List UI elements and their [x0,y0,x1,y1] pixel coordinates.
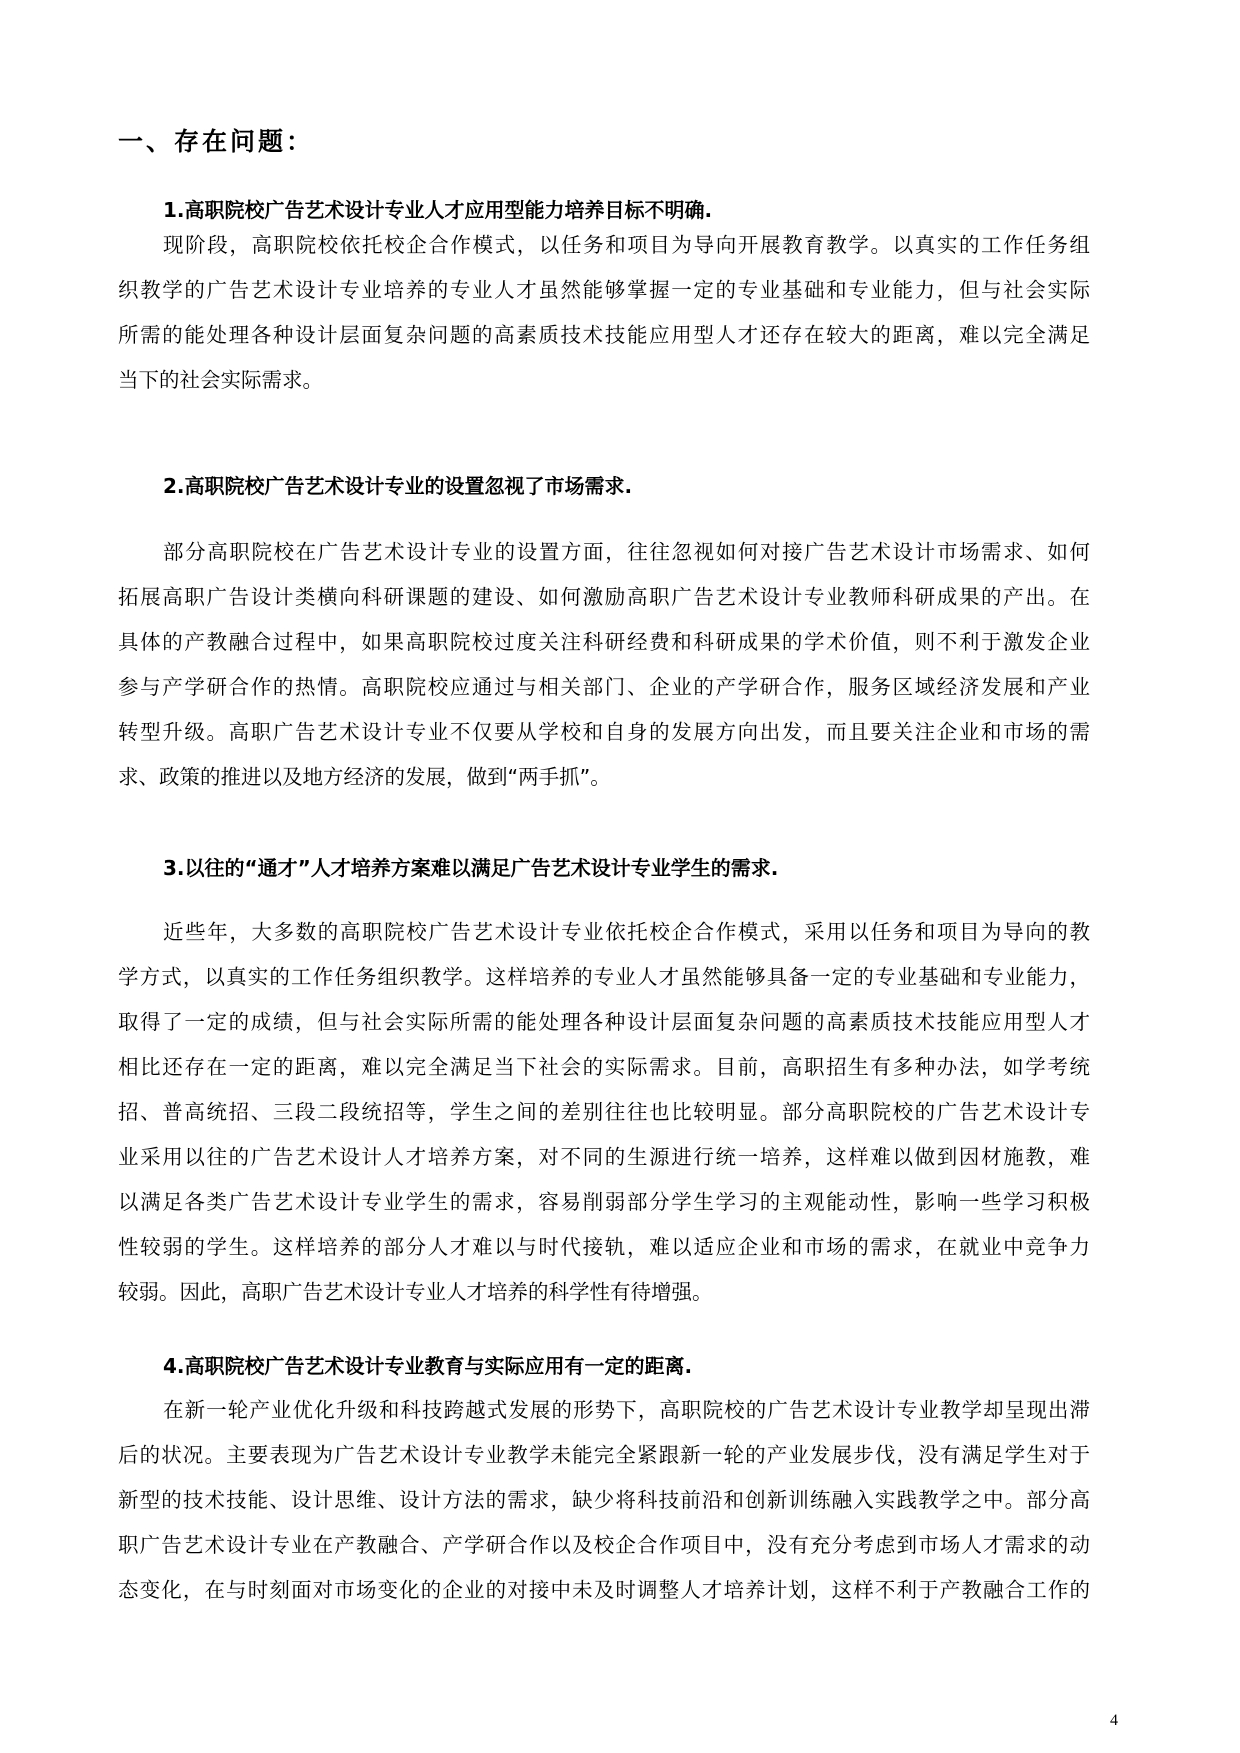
paragraph-line: 所需的能处理各种设计层面复杂问题的高素质技术技能应用型人才还存在较大的距离，难以完全满足 [118,323,1090,347]
paragraph-line: 具体的产教融合过程中，如果高职院校过度关注科研经费和科研成果的学术价值，则不利于激发企业 [118,630,1090,654]
paragraph-line: 学方式，以真实的工作任务组织教学。这样培养的专业人才虽然能够具备一定的专业基础和专业能力， [118,965,1090,989]
paragraph-line: 性较弱的学生。这样培养的部分人才难以与时代接轨，难以适应企业和市场的需求，在就业中竞争力 [118,1235,1090,1259]
paragraph-line: 近些年，大多数的高职院校广告艺术设计专业依托校企合作模式，采用以任务和项目为导向的教 [163,920,1090,944]
paragraph-line: 转型升级。高职广告艺术设计专业不仅要从学校和自身的发展方向出发，而且要关注企业和市场的需 [118,720,1090,744]
paragraph-line: 新型的技术技能、设计思维、设计方法的需求，缺少将科技前沿和创新训练融入实践教学之中。部分高 [118,1488,1090,1512]
heading-2: 2.高职院校广告艺术设计专业的设置忽视了市场需求. [163,474,633,498]
heading-1: 1.高职院校广告艺术设计专业人才应用型能力培养目标不明确. [163,198,713,222]
paragraph-1 [118,223,1090,403]
paragraph-line: 较弱。因此，高职广告艺术设计专业人才培养的科学性有待增强。 [118,1280,713,1304]
paragraph-line: 现阶段，高职院校依托校企合作模式，以任务和项目为导向开展教育教学。以真实的工作任务组 [163,233,1090,257]
page-number: 4 [1110,1712,1118,1729]
paragraph-line: 当下的社会实际需求。 [118,368,323,392]
paragraph-line: 取得了一定的成绩，但与社会实际所需的能处理各种设计层面复杂问题的高素质技术技能应用型人才 [118,1010,1090,1034]
paragraph-line: 以满足各类广告艺术设计专业学生的需求，容易削弱部分学生学习的主观能动性，影响一些学习积极 [118,1190,1090,1214]
paragraph-line: 在新一轮产业优化升级和科技跨越式发展的形势下，高职院校的广告艺术设计专业教学却呈现出滞 [163,1398,1090,1422]
paragraph-line: 织教学的广告艺术设计专业培养的专业人才虽然能够掌握一定的专业基础和专业能力，但与社会实际 [118,278,1090,302]
paragraph-2 [118,530,1090,800]
paragraph-line: 职广告艺术设计专业在产教融合、产学研合作以及校企合作项目中，没有充分考虑到市场人才需求的动 [118,1533,1090,1557]
paragraph-line: 招、普高统招、三段二段统招等，学生之间的差别往往也比较明显。部分高职院校的广告艺术设计专 [118,1100,1090,1124]
paragraph-line: 参与产学研合作的热情。高职院校应通过与相关部门、企业的产学研合作，服务区域经济发展和产业 [118,675,1090,699]
paragraph-line: 态变化，在与时刻面对市场变化的企业的对接中未及时调整人才培养计划，这样不利于产教融合工作的 [118,1578,1090,1602]
paragraph-line: 部分高职院校在广告艺术设计专业的设置方面，往往忽视如何对接广告艺术设计市场需求、如何 [163,540,1090,564]
heading-3: 3.以往的“通才”人才培养方案难以满足广告艺术设计专业学生的需求. [163,856,779,880]
heading-4: 4.高职院校广告艺术设计专业教育与实际应用有一定的距离. [163,1354,693,1378]
paragraph-line: 相比还存在一定的距离，难以完全满足当下社会的实际需求。目前，高职招生有多种办法，如学考统 [118,1055,1090,1079]
paragraph-line: 业采用以往的广告艺术设计人才培养方案，对不同的生源进行统一培养，这样难以做到因材施教，难 [118,1145,1090,1169]
paragraph-3 [118,910,1090,1315]
paragraph-line: 后的状况。主要表现为广告艺术设计专业教学未能完全紧跟新一轮的产业发展步伐，没有满足学生对于 [118,1443,1090,1467]
paragraph-4 [118,1388,1090,1613]
paragraph-line: 求、政策的推进以及地方经济的发展，做到“两手抓”。 [118,765,611,789]
paragraph-line: 拓展高职广告设计类横向科研课题的建设、如何激励高职广告艺术设计专业教师科研成果的产出。在 [118,585,1090,609]
section-title: 一、存在问题： [118,127,315,156]
